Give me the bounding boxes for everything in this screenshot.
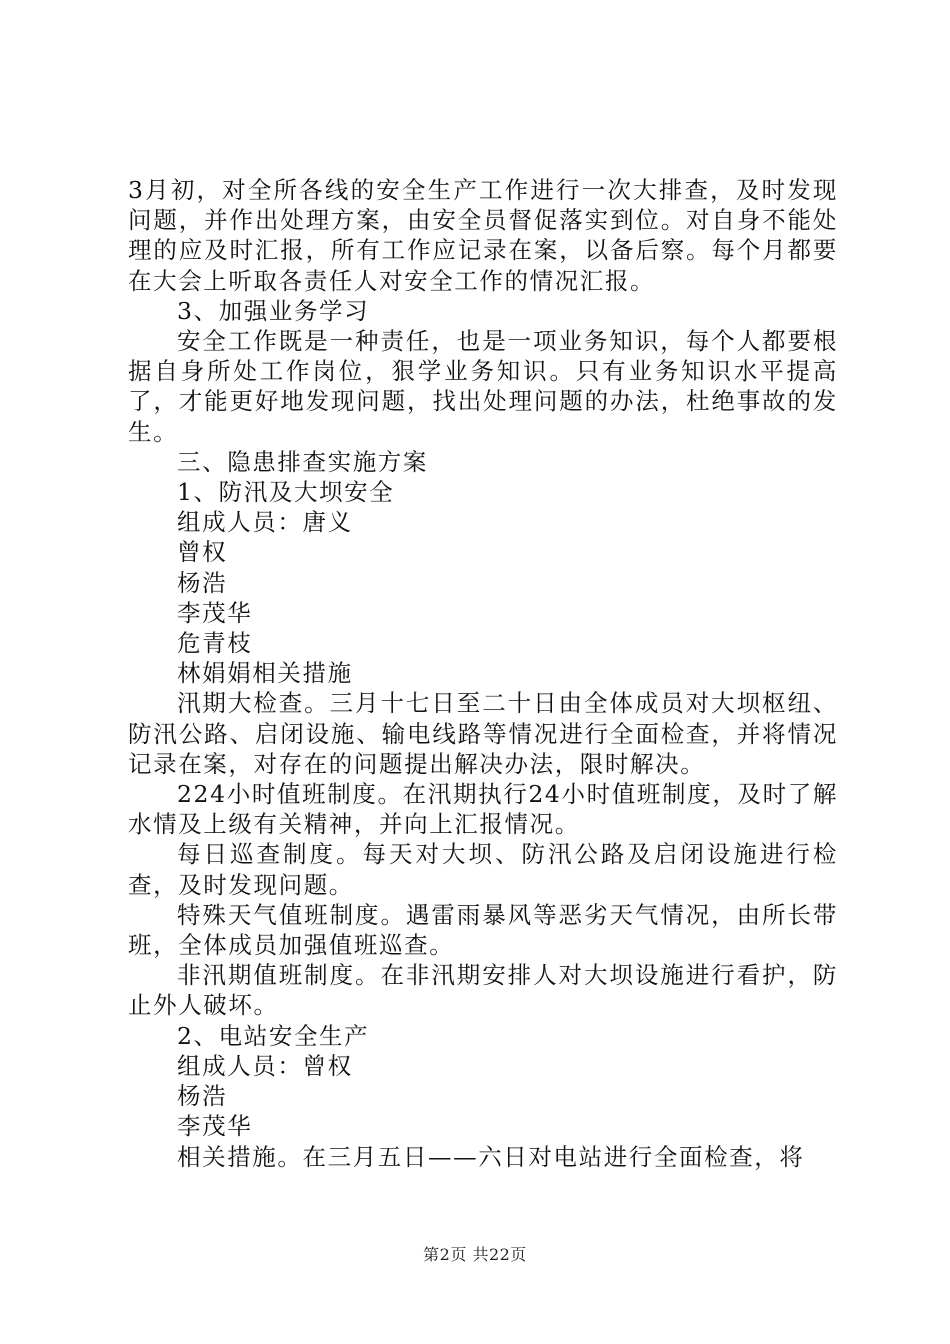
member-line: 曾权 [177,538,228,567]
member-line: 杨浩 [177,568,228,597]
paragraph: 224小时值班制度。在汛期执行24小时值班制度，及时了解水情及上级有关精神，并向上汇报情况。 [128,780,838,839]
section-heading: 3、加强业务学习 [177,296,370,325]
member-line: 组成人员：唐义 [177,508,353,537]
paragraph: 每日巡查制度。每天对大坝、防汛公路及启闭设施进行检查，及时发现问题。 [128,840,838,899]
paragraph: 特殊天气值班制度。遇雷雨暴风等恶劣天气情况，由所长带班，全体成员加强值班巡查。 [128,900,838,960]
paragraph: 安全工作既是一种责任，也是一项业务知识，每个人都要根据自身所处工作岗位，狠学业务知识。只有业务知识水平提高了，才能更好地发现问题，找出处理问题的办法，杜绝事故的发生。 [128,327,838,446]
paragraph: 3月初，对全所各线的安全生产工作进行一次大排查，及时发现问题，并作出处理方案，由安全员督促落实到位。对自身不能处理的应及时汇报，所有工作应记录在案，以备后察。每个月都要在大会上听取各责任人对安全工作的情况汇报。 [128,176,838,295]
member-line: 林娟娟相关措施 [177,659,353,688]
subsection-heading: 1、防汛及大坝安全 [177,478,395,507]
member-line: 杨浩 [177,1082,228,1111]
member-line: 组成人员：曾权 [177,1051,353,1080]
paragraph: 汛期大检查。三月十七日至二十日由全体成员对大坝枢纽、防汛公路、启闭设施、输电线路等情况进行全面检查，并将情况记录在案，对存在的问题提出解决办法，限时解决。 [128,689,838,778]
member-line: 李茂华 [177,1112,253,1141]
document-body [128,175,838,1172]
paragraph: 相关措施。在三月五日——六日对电站进行全面检查，将 [177,1142,805,1171]
paragraph: 非汛期值班制度。在非汛期安排人对大坝设施进行看护，防止外人破坏。 [128,961,838,1020]
member-line: 李茂华 [177,598,253,627]
member-line: 危青枝 [177,629,253,658]
page-number-footer: 第2页 共22页 [423,1245,527,1264]
section-heading: 三、隐患排查实施方案 [177,447,428,476]
subsection-heading: 2、电站安全生产 [177,1021,370,1050]
